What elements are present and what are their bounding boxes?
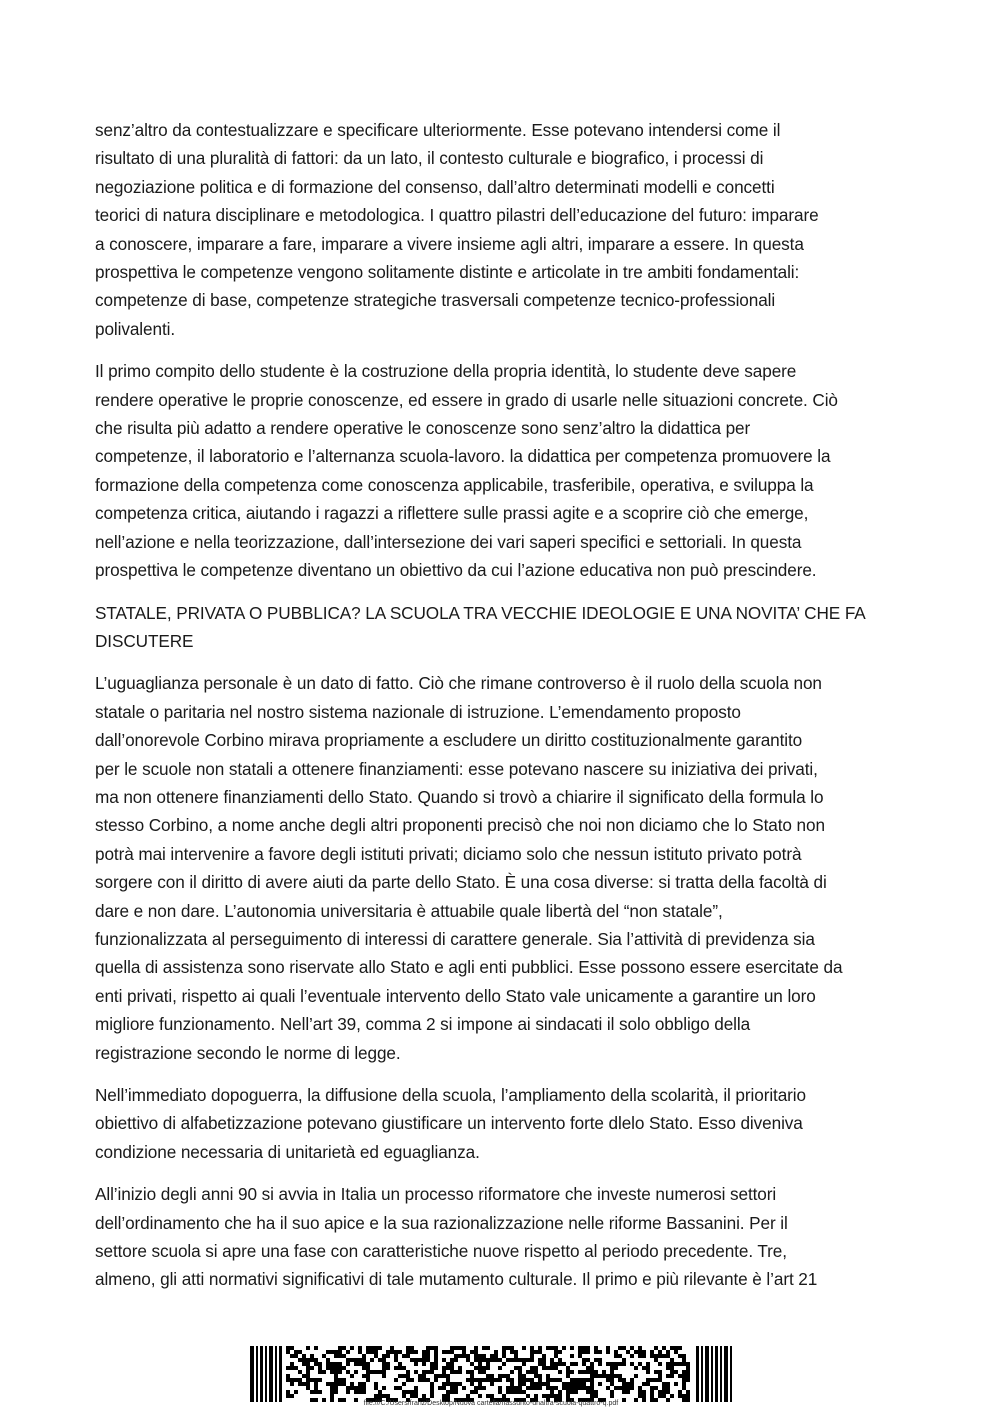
paragraph-3 bbox=[95, 669, 915, 1067]
text-line: prospettiva le competenze diventano un obiettivo da cui l’azione educativa non può prescindere. bbox=[95, 560, 817, 581]
text-line: ma non ottenere finanziamenti dello Stato. Quando si trovò a chiarire il significato della formula lo bbox=[95, 786, 824, 807]
text-line: registrazione secondo le norme di legge. bbox=[95, 1042, 401, 1063]
text-line: dell’ordinamento che ha il suo apice e la sua razionalizzazione nelle riforme Bassanini. Per il bbox=[95, 1212, 788, 1233]
text-line: quella di assistenza sono riservate allo Stato e agli enti pubblici. Esse possono essere esercitate da bbox=[95, 957, 843, 978]
text-line: nell’azione e nella teorizzazione, dall’intersezione dei vari saperi specifici e settoriali. In questa bbox=[95, 531, 802, 552]
text-line: competenze di base, competenze strategiche trasversali competenze tecnico-professionali bbox=[95, 290, 776, 311]
text-line: Nell’immediato dopoguerra, la diffusione della scuola, l’ampliamento della scolarità, il prioritario bbox=[95, 1085, 806, 1105]
text-line: enti privati, rispetto ai quali l’eventuale intervento dello Stato vale unicamente a garantire un loro bbox=[95, 985, 816, 1006]
text-line: funzionalizzata al perseguimento di interessi di carattere generale. Sia l’attività di previdenza sia bbox=[95, 928, 815, 949]
section-heading bbox=[95, 599, 915, 656]
text-line: settore scuola si apre una fase con caratteristiche nuove rispetto al periodo precedente. Tre, bbox=[95, 1241, 787, 1262]
text-line: Il primo compito dello studente è la costruzione della propria identità, lo studente deve sapere bbox=[95, 361, 797, 382]
text-line: L’uguaglianza personale è un dato di fatto. Ciò che rimane controverso è il ruolo della scuola non bbox=[95, 673, 822, 694]
text-line: risultato di una pluralità di fattori: da un lato, il contesto culturale e biografico, i processi di bbox=[95, 148, 764, 169]
text-line: statale o paritaria nel nostro sistema nazionale di istruzione. L’emendamento proposto bbox=[95, 701, 741, 722]
text-line: negoziazione politica e di formazione del consenso, dall’altro determinati modelli e concetti bbox=[95, 176, 775, 197]
paragraph-5 bbox=[95, 1180, 915, 1294]
text-line: All’inizio degli anni 90 si avvia in Italia un processo riformatore che investe numerosi settori bbox=[95, 1184, 777, 1205]
text-line: rendere operative le proprie conoscenze, ed essere in grado di usarle nelle situazioni concrete. Ciò bbox=[95, 389, 838, 410]
text-line: che risulta più adatto a rendere operative le conoscenze sono senz’altro la didattica per bbox=[95, 418, 751, 439]
heading-line: STATALE, PRIVATA O PUBBLICA? LA SCUOLA TRA VECCHIE IDEOLOGIE E UNA NOVITA’ CHE FA bbox=[95, 602, 866, 623]
text-line: dall’onorevole Corbino mirava propriamente a escludere un diritto costituzionalmente garantito bbox=[95, 730, 803, 751]
text-line: per le scuole non statali a ottenere finanziamenti: esse potevano nascere su iniziativa dei privati, bbox=[95, 758, 818, 779]
text-line: polivalenti. bbox=[95, 318, 176, 339]
text-line: teorici di natura disciplinare e metodologica. I quattro pilastri dell’educazione del futuro: imparare bbox=[95, 205, 819, 226]
text-line: almeno, gli atti normativi significativi di tale mutamento culturale. Il primo e più rilevante è l’art 21 bbox=[95, 1269, 818, 1290]
document-body bbox=[95, 116, 915, 1308]
text-line: potrà mai intervenire a favore degli istituti privati; diciamo solo che nessun istituto privato potrà bbox=[95, 843, 802, 864]
paragraph-4 bbox=[95, 1081, 915, 1166]
paragraph-1 bbox=[95, 116, 915, 343]
text-line: a conoscere, imparare a fare, imparare a vivere insieme agli altri, imparare a essere. In questa bbox=[95, 233, 804, 254]
barcode-icon bbox=[250, 1346, 732, 1402]
footer-file-path: file:///C:/Users/franz/Desktop/Nuova cartella/riassunto-unaltra-scuola-quattro-q.pdf bbox=[363, 1400, 619, 1407]
text-line: formazione della competenza come conoscenza applicabile, trasferibile, operativa, e sviluppa la bbox=[95, 474, 814, 495]
text-line: competenze, il laboratorio e l’alternanza scuola-lavoro. la didattica per competenza promuovere la bbox=[95, 446, 831, 467]
heading-line: DISCUTERE bbox=[95, 630, 194, 651]
footer-barcode bbox=[250, 1346, 732, 1402]
text-line: stesso Corbino, a nome anche degli altri proponenti precisò che noi non diciamo che lo Stato non bbox=[95, 815, 825, 836]
text-line: senz’altro da contestualizzare e specificare ulteriormente. Esse potevano intendersi come il bbox=[95, 120, 781, 140]
text-line: competenza critica, aiutando i ragazzi a riflettere sulle prassi agite e a scoprire ciò che emerge, bbox=[95, 503, 809, 524]
text-line: obiettivo di alfabetizzazione potevano giustificare un intervento forte dlelo Stato. Esso diveniva bbox=[95, 1113, 803, 1134]
text-line: migliore funzionamento. Nell’art 39, comma 2 si impone ai sindacati il solo obbligo della bbox=[95, 1014, 751, 1035]
paragraph-2 bbox=[95, 357, 915, 584]
text-line: dare e non dare. L’autonomia universitaria è attuabile quale libertà del “non statale”, bbox=[95, 900, 723, 921]
text-line: condizione necessaria di unitarietà ed eguaglianza. bbox=[95, 1141, 480, 1162]
text-line: sorgere con il diritto di avere aiuti da parte dello Stato. È una cosa diverse: si tratta della facoltà di bbox=[95, 872, 827, 893]
text-line: prospettiva le competenze vengono solitamente distinte e articolate in tre ambiti fondamentali: bbox=[95, 262, 800, 283]
